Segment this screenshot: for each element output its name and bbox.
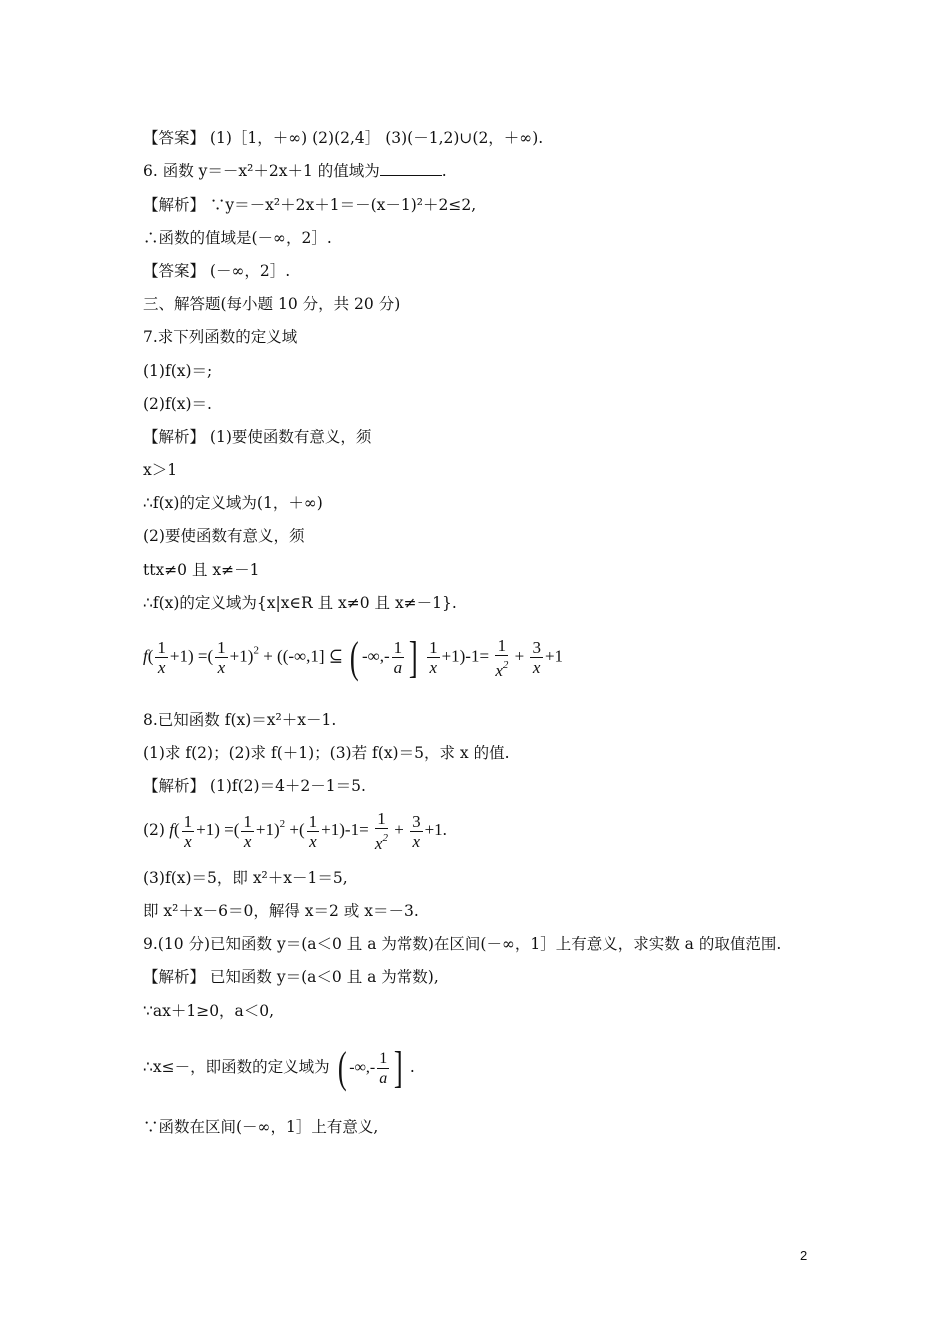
eq1-tail: +1 (544, 646, 564, 666)
eq2-frac-e (410, 812, 423, 851)
analysis-9-step3: ∵函数在区间(－∞，1］上有意义, (143, 1118, 379, 1136)
analysis-8-solution: 即 x²＋x－6＝0，解得 x＝2 或 x＝－3. (143, 902, 419, 920)
eq1-frac-c-den: a (393, 658, 403, 677)
eq1-frac-b-num: 1 (217, 638, 226, 657)
eq1-frac-e-den (495, 656, 508, 680)
question-6-text: 6. 函数 y＝－x²＋2x＋1 的值域为 (143, 162, 380, 180)
eq1-frac-a (155, 638, 168, 677)
eq1-eq: =( (197, 646, 214, 666)
equation-stray (143, 632, 563, 683)
analysis-8-part3: (3)f(x)＝5，即 x²＋x－1＝5, (143, 869, 348, 887)
eq2-open3: ( (299, 819, 305, 839)
answer-blank (380, 161, 442, 176)
eq1-square: 2 (253, 644, 259, 657)
eq1-bracket-left: ( (350, 633, 360, 682)
eq2-frac-c-den: x (309, 831, 317, 851)
analysis-8-part1: 【解析】 (1)f(2)＝4＋2－1＝5. (143, 777, 366, 795)
eq2-plus2: + (394, 819, 404, 839)
eq1-frac-c-num: 1 (393, 638, 403, 657)
eq2-frac-c-num: 1 (308, 811, 318, 831)
eq2-tail: +1 (424, 819, 443, 839)
analysis-7-domain2: ∴f(x)的定义域为{x|x∈R 且 x≠0 且 x≠－1}. (143, 594, 457, 612)
eq2-x2-sup: 2 (382, 832, 388, 844)
analysis-9-step1: ∵ax＋1≥0，a＜0, (143, 1002, 275, 1020)
eq2-frac-b (241, 812, 254, 851)
eq2-plus: + (289, 819, 299, 839)
eq2-minus1: +1)-1= (321, 819, 369, 839)
eq2-frac-b-den: x (243, 831, 252, 851)
analysis-9-step2-text: ∴x≤－，即函数的定义域为 (143, 1058, 330, 1076)
eq1-x2-sup: 2 (502, 658, 509, 671)
analysis-9-interval (335, 1043, 410, 1093)
eq2-eq: =( (224, 819, 240, 839)
eq1-minus1: +1)-1= (441, 646, 490, 666)
question-6-end: . (441, 162, 447, 180)
question-6 (143, 161, 447, 181)
eq2-label: (2) (143, 820, 165, 839)
eq1-plus: + (263, 646, 273, 666)
interval-frac (377, 1049, 389, 1088)
eq2-paren: ( (173, 819, 180, 839)
eq1-bracket-right: ] (409, 633, 418, 682)
analysis-9: 【解析】 已知函数 y＝(a＜0 且 a 为常数), (143, 968, 439, 986)
eq1-frac-c (392, 638, 405, 677)
interval-bracket-left: ( (337, 1043, 347, 1093)
answer-line-5: 【答案】 (1)［1，＋∞) (2)(2,4］ (3)(－1,2)∪(2，＋∞). (143, 129, 544, 147)
question-7: 7.求下列函数的定义域 (143, 328, 298, 346)
analysis-7-domain1: ∴f(x)的定义域为(1，＋∞) (143, 494, 323, 512)
eq2-frac-a-num: 1 (183, 811, 193, 831)
question-9: 9.(10 分)已知函数 y＝(a＜0 且 a 为常数)在区间(－∞，1］上有意义，求实数 a 的取值范围. (143, 935, 782, 953)
eq1-int2: -∞,- (361, 646, 390, 666)
eq1-frac-b (215, 638, 228, 677)
analysis-9-step2 (143, 1042, 415, 1093)
interval-int2: -∞,- (349, 1059, 376, 1076)
eq1-subset: ⊆ (328, 646, 344, 666)
eq2-period: . (442, 819, 447, 839)
eq1-f: f (143, 646, 148, 666)
question-8-parts: (1)求 f(2)；(2)求 f(＋1)；(3)若 f(x)＝5，求 x 的值. (143, 744, 510, 762)
page-number: 2 (800, 1248, 808, 1263)
eq1-frac-e (495, 636, 508, 680)
eq2-frac-d-num: 1 (375, 809, 388, 829)
eq1-frac-b-den: x (217, 658, 226, 677)
eq1-x2: x (495, 660, 503, 680)
analysis-6: 【解析】 ∵y＝－x²＋2x＋1＝－(x－1)²＋2≤2, (143, 196, 477, 214)
eq2-plus1: +1 (196, 819, 215, 839)
analysis-8-part2 (143, 809, 447, 853)
answer-6: 【答案】 (－∞，2］. (143, 262, 291, 280)
interval-bracket-right: ] (394, 1043, 403, 1093)
eq1-close2: ) (247, 646, 254, 666)
eq2-frac-e-den: x (412, 831, 421, 851)
interval-frac-den: a (379, 1069, 388, 1087)
analysis-7-condition: x＞1 (143, 461, 178, 479)
eq2-frac-c (307, 812, 320, 851)
eq2-plus1b: +1 (255, 819, 274, 839)
eq2-frac-a (182, 812, 195, 851)
eq2-close2: ) (273, 819, 280, 839)
eq1-frac-a-num: 1 (157, 638, 166, 657)
eq1-plus1: +1 (169, 646, 188, 666)
eq1-frac-f (530, 638, 543, 677)
eq2-frac-d (375, 809, 388, 853)
analysis-7-part2: (2)要使函数有意义，须 (143, 527, 305, 545)
question-7-part1: (1)f(x)＝; (143, 362, 213, 380)
eq1-frac-d-num: 1 (429, 638, 438, 657)
eq1-frac-d (427, 638, 440, 677)
eq2-frac-d-den (375, 829, 388, 853)
eq2-frac-a-den: x (184, 831, 192, 851)
analysis-7-condition2: ttx≠0 且 x≠－1 (143, 561, 260, 579)
question-7-part2: (2)f(x)＝. (143, 395, 212, 413)
eq1-close: ) (188, 646, 194, 666)
eq1-paren: ( (147, 646, 154, 666)
eq2-frac-b-num: 1 (243, 811, 252, 831)
eq1-interval: ((-∞,1] (277, 646, 325, 666)
analysis-9-step2-end: . (409, 1058, 415, 1076)
analysis-6-conclusion: ∴函数的值域是(－∞，2］. (143, 229, 332, 247)
analysis-7-part1: 【解析】 (1)要使函数有意义，须 (143, 428, 372, 446)
eq2-frac-e-num: 3 (412, 811, 421, 831)
eq2-f: f (169, 819, 174, 839)
eq1-frac-f-num: 3 (532, 638, 541, 657)
eq1-frac-a-den: x (157, 658, 166, 677)
eq1-frac-f-den: x (532, 658, 541, 677)
eq2-close: ) (214, 819, 220, 839)
eq1-plus2: + (514, 646, 525, 666)
eq1-frac-d-den: x (429, 658, 438, 677)
section-heading: 三、解答题(每小题 10 分，共 20 分) (143, 295, 401, 313)
eq1-plus1b: +1 (229, 646, 248, 666)
eq1-frac-e-num: 1 (495, 636, 508, 656)
eq2-square: 2 (279, 817, 286, 830)
eq2-x2: x (374, 834, 383, 853)
question-8: 8.已知函数 f(x)＝x²＋x－1. (143, 711, 337, 729)
interval-frac-num: 1 (379, 1049, 388, 1067)
